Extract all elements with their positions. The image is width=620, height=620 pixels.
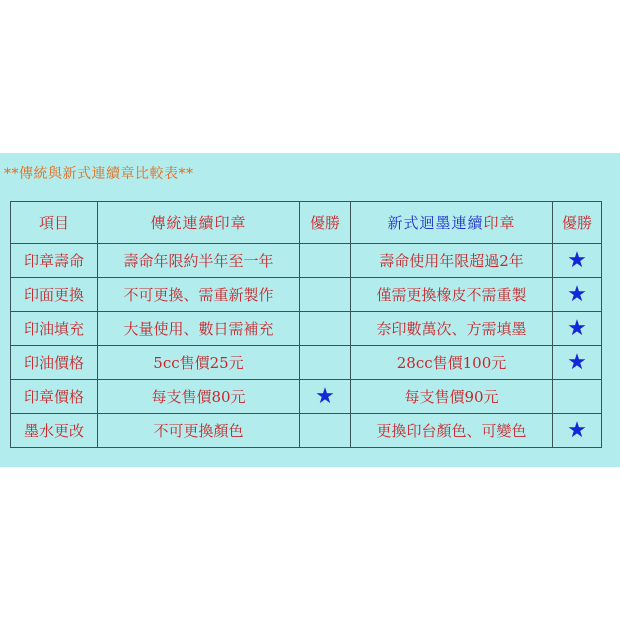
header-item: 項目 bbox=[11, 202, 98, 244]
row-item: 印油填充 bbox=[11, 312, 98, 346]
row-winner-new bbox=[553, 244, 602, 278]
row-item: 印油價格 bbox=[11, 346, 98, 380]
row-winner-traditional bbox=[300, 312, 351, 346]
row-winner-traditional bbox=[300, 414, 351, 448]
comparison-panel bbox=[0, 153, 620, 467]
star-icon: ★ bbox=[567, 315, 587, 341]
table-row bbox=[11, 312, 602, 346]
row-new: 壽命使用年限超過2年 bbox=[351, 244, 553, 278]
table-row bbox=[11, 380, 602, 414]
row-winner-traditional bbox=[300, 278, 351, 312]
row-winner-new bbox=[553, 278, 602, 312]
row-new: 28cc售價100元 bbox=[351, 346, 553, 380]
comparison-table bbox=[10, 201, 602, 448]
row-item: 印章價格 bbox=[11, 380, 98, 414]
row-traditional: 不可更換顏色 bbox=[98, 414, 300, 448]
star-icon: ★ bbox=[315, 383, 335, 409]
header-winner-traditional: 優勝 bbox=[300, 202, 351, 244]
header-winner-new: 優勝 bbox=[553, 202, 602, 244]
row-item: 墨水更改 bbox=[11, 414, 98, 448]
row-item: 印面更換 bbox=[11, 278, 98, 312]
row-winner-new bbox=[553, 346, 602, 380]
row-new: 每支售價90元 bbox=[351, 380, 553, 414]
row-winner-new bbox=[553, 414, 602, 448]
row-item: 印章壽命 bbox=[11, 244, 98, 278]
row-traditional: 不可更換、需重新製作 bbox=[98, 278, 300, 312]
row-traditional: 大量使用、數日需補充 bbox=[98, 312, 300, 346]
page-heading: **傳統與新式連續章比較表** bbox=[4, 166, 194, 182]
star-icon: ★ bbox=[567, 281, 587, 307]
header-new-part2: 印章 bbox=[483, 214, 516, 232]
row-winner-traditional bbox=[300, 380, 351, 414]
row-new: 奈印數萬次、方需填墨 bbox=[351, 312, 553, 346]
row-winner-traditional bbox=[300, 346, 351, 380]
row-traditional: 每支售價80元 bbox=[98, 380, 300, 414]
header-new-part1: 新式迴墨連續 bbox=[387, 214, 484, 232]
table-row bbox=[11, 278, 602, 312]
row-new: 僅需更換橡皮不需重製 bbox=[351, 278, 553, 312]
star-icon: ★ bbox=[567, 417, 587, 443]
table-row bbox=[11, 346, 602, 380]
star-icon: ★ bbox=[567, 247, 587, 273]
row-traditional: 5cc售價25元 bbox=[98, 346, 300, 380]
row-new: 更換印台顏色、可變色 bbox=[351, 414, 553, 448]
row-winner-new bbox=[553, 312, 602, 346]
row-winner-new bbox=[553, 380, 602, 414]
table-row bbox=[11, 414, 602, 448]
table-header-row bbox=[11, 202, 602, 244]
header-new bbox=[351, 202, 553, 244]
star-icon: ★ bbox=[567, 349, 587, 375]
table-row bbox=[11, 244, 602, 278]
row-traditional: 壽命年限約半年至一年 bbox=[98, 244, 300, 278]
row-winner-traditional bbox=[300, 244, 351, 278]
header-traditional: 傳統連續印章 bbox=[98, 202, 300, 244]
